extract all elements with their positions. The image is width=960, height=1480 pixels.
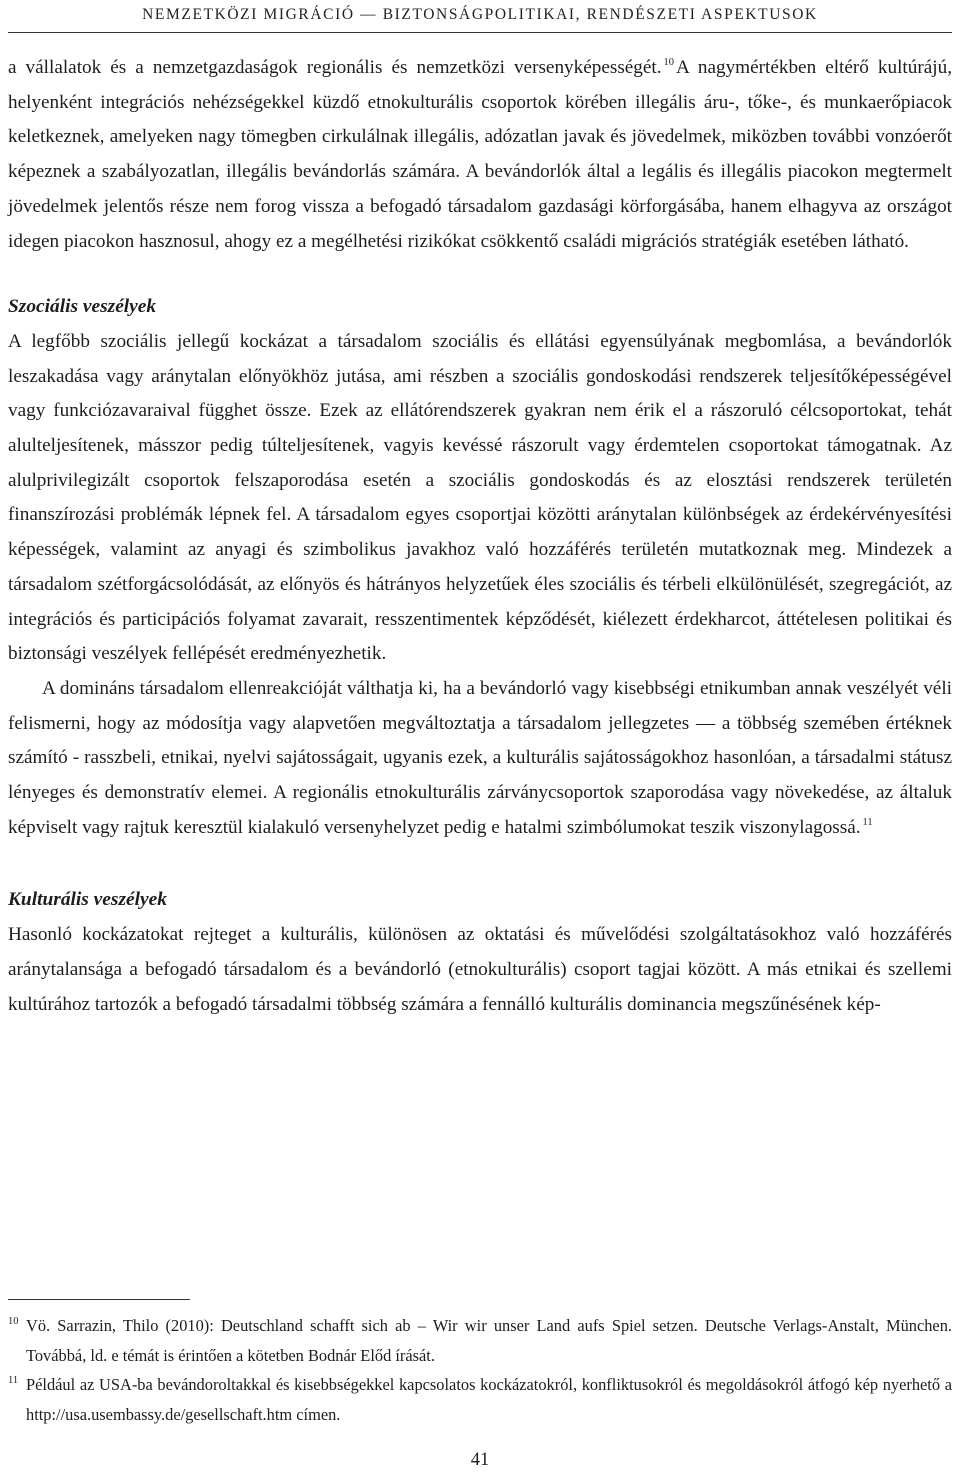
main-text (8, 51, 952, 1022)
footnote-number: 11 (8, 1375, 19, 1386)
paragraph-social-2 (8, 672, 952, 846)
footnote-number: 10 (8, 1316, 19, 1327)
paragraph-cultural: Hasonló kockázatokat rejteget a kulturális, különösen az oktatási és művelődési szolgáltatásokhoz való hozzáférés aránytalansága a befogadó társadalom és a bevándorló (etnokulturális) csoport tagjai között. A más etnikai és szellemi kultúrához tartozók a befogadó társadalmi többség számára a fennálló kulturális dominancia megszűnésének kép- (8, 924, 952, 1015)
heading-social-risks: Szociális veszélyek (8, 296, 157, 318)
footnote-10 (8, 1311, 952, 1370)
paragraph-social-1: A legfőbb szociális jellegű kockázat a társadalom szociális és ellátási egyensúlyának megbomlása, a bevándorlók leszakadása vagy aránytalan előnyökhöz jutása, ami részben a szociális gondoskodási rendszerek teljesítőképességével vagy funkciózavaraival függhet össze. Ezek az ellátórendszerek gyakran nem érik el a rászoruló célcsoportokat, tehát alulteljesítenek, másszor pedig túlteljesítenek, vagyis kevéssé rászorult vagy érdemtelen csoportokat támogatnak. Az alulprivilegizált csoportok felszaporodása esetén a szociális gondoskodás és az elosztási rendszerek területén finanszírozási problémák lépnek fel. A társadalom egyes csoportjai közötti aránytalan különbségek az érdekérvényesítési képességek, valamint az anyagi és szimbolikus javakhoz való hozzáférés területén mutatkoznak meg. Mindezek a társadalom szétforgácsolódását, az előnyös és hátrányos helyzetűek éles szociális és térbeli elkülönülését, szegregációt, az integrációs és participációs folyamat zavarait, resszentimentek képződését, kiélezett érdekharcot, áttételesen politikai és biztonsági veszélyek fellépését eredményezhetik. (8, 330, 952, 665)
footnote-rule (8, 1299, 190, 1300)
paragraph-economic-rest: A nagymértékben eltérő kultúrájú, helyenként integrációs nehézségekkel küzdő etnokulturális csoportok körében illegális áru-, tőke-, és munkaerőpiacok keletkeznek, amelyeken nagy tömegben cirkulálnak illegális, adózatlan javak és jövedelmek, miközben további vonzóerőt képeznek a szabályozatlan, illegális bevándorlás számára. A bevándorlók által a legális és illegális piacokon megtermelt jövedelmek jelentős része nem forog vissza a befogadó társadalom gazdasági körforgásába, hanem elhagyva az országot idegen piacokon hasznosul, ahogy ez a megélhetési rizikókat csökkentő családi migrációs stratégiák esetében látható. (8, 57, 952, 252)
footnote-text: Például az USA-ba bevándoroltakkal és kisebbségekkel kapcsolatos kockázatokról, konfliktusokról és megoldásokról átfogó kép nyerhető a http://usa.usembassy.de/gesellschaft.htm címen. (26, 1375, 952, 1424)
running-header (0, 0, 960, 34)
footnote-11 (8, 1370, 952, 1429)
footnote-ref-11[interactable]: 11 (862, 816, 873, 828)
footnotes (8, 1311, 952, 1429)
section-spacer (8, 259, 952, 290)
running-title: NEMZETKÖZI MIGRÁCIÓ — BIZTONSÁGPOLITIKAI, RENDÉSZETI ASPEKTUSOK (142, 6, 818, 23)
footnote-text: Vö. Sarrazin, Thilo (2010): Deutschland schafft sich ab – Wir wir unser Land aufs Spiel setzen. Deutsche Verlags-Anstalt, München. Továbbá, ld. e témát is érintően a kötetben Bodnár Előd írását. (26, 1316, 952, 1365)
paragraph-social-2-text: A domináns társadalom ellenreakcióját válthatja ki, ha a bevándorló vagy kisebbségi etnikumban annak veszélyét véli felismerni, hogy az módosítja vagy alapvetően megváltoztatja a társadalom jellegzetes — a többség szemében értéknek számító - rasszbeli, etnikai, nyelvi sajátosságait, ugyanis ezek, a kulturális sajátosságokhoz hasonlóan, a társadalmi státusz lényeges és demonstratív elemei. A regionális etnokulturális zárványcsoportok szaporodása vagy növekedése, az általuk képviselt vagy rajtuk keresztül kialakuló versenyhelyzet pedig e hatalmi szimbólumokat teszik viszonylagossá. (8, 677, 952, 838)
paragraph-economic (8, 51, 952, 259)
section-spacer (8, 845, 952, 883)
heading-cultural-risks: Kulturális veszélyek (8, 889, 167, 911)
paragraph-economic-start: a vállalatok és a nemzetgazdaságok regionális és nemzetközi versenyképességét. (8, 57, 662, 78)
header-rule (8, 32, 952, 33)
footnote-ref-10[interactable]: 10 (663, 57, 675, 68)
page-number: 41 (470, 1450, 490, 1470)
